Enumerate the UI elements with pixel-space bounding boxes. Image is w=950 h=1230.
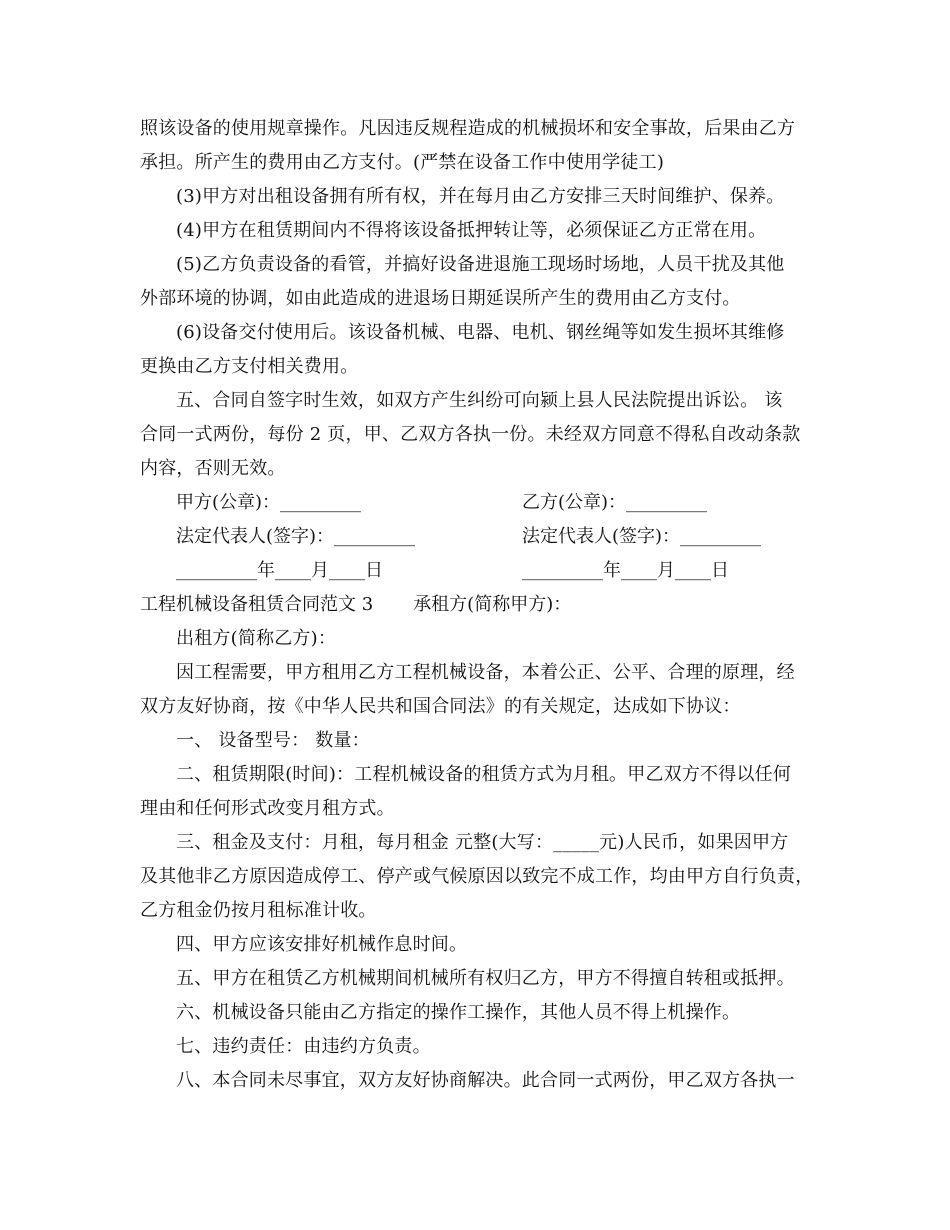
text-line: (4)甲方在租赁期间内不得将该设备抵押转让等，必须保证乙方正常在用。 <box>176 220 767 241</box>
text-line: 出租方(简称乙方)： <box>176 628 337 649</box>
signature-row <box>140 554 820 588</box>
party-b-signature-field: 法定代表人(签字)：_________ <box>522 526 762 547</box>
party-a-signature-field: 法定代表人(签字)：_________ <box>176 526 416 547</box>
section3-lessee-label: 承租方(简称甲方)： <box>413 594 572 615</box>
text-line: 一、 设备型号： 数量： <box>176 730 370 751</box>
text-line: 理由和任何形式改变月租方式。 <box>140 798 395 819</box>
text-line: 承担。所产生的费用由乙方支付。(严禁在设备工作中使用学徒工) <box>140 152 665 173</box>
text-line: (6)设备交付使用后。该设备机械、电器、电机、钢丝绳等如发生损坏其维修 <box>176 322 785 343</box>
text-line: 及其他非乙方原因造成停工、停产或气候原因以致完不成工作，均由甲方自行负责， <box>140 866 814 887</box>
text-line: 五、合同自签字时生效，如双方产生纠纷可向颍上县人民法院提出诉讼。 该 <box>176 390 783 411</box>
signature-row <box>140 486 820 520</box>
text-line: 八、本合同未尽事宜，双方友好协商解决。此合同一式两份，甲乙双方各执一 <box>176 1070 795 1091</box>
text-line: 更换由乙方支付相关费用。 <box>140 356 359 377</box>
text-line: (5)乙方负责设备的看管，并搞好设备进退施工现场时场地，人员干扰及其他 <box>176 254 785 275</box>
party-b-signature-field: 乙方(公章)：_________ <box>522 492 708 513</box>
text-line: 乙方租金仍按月租标准计收。 <box>140 900 377 921</box>
text-line: 七、违约责任：由违约方负责。 <box>176 1036 431 1057</box>
text-line: 因工程需要，甲方租用乙方工程机械设备，本着公正、公平、合理的原理，经 <box>176 662 795 683</box>
text-line: 照该设备的使用规章操作。凡因违反规程造成的机械损坏和安全事故，后果由乙方 <box>140 118 796 139</box>
party-b-signature-field: _________年____月____日 <box>522 560 729 581</box>
text-line: 四、甲方应该安排好机械作息时间。 <box>176 934 468 955</box>
text-line: 内容，否则无效。 <box>140 458 286 479</box>
text-line: 双方友好协商，按《中华人民共和国合同法》的有关规定，达成如下协议： <box>140 696 741 717</box>
party-a-signature-field: _________年____月____日 <box>176 560 383 581</box>
signature-row <box>140 520 820 554</box>
text-line: 外部环境的协调，如由此造成的进退场日期延误所产生的费用由乙方支付。 <box>140 288 741 309</box>
text-line: 五、甲方在租赁乙方机械期间机械所有权归乙方，甲方不得擅自转租或抵押。 <box>176 968 795 989</box>
section3-title: 工程机械设备租赁合同范文 3 <box>140 594 374 615</box>
signature-block <box>140 486 820 588</box>
text-line: 合同一式两份，每份 2 页，甲、乙双方各执一份。未经双方同意不得私自改动条款 <box>140 424 801 445</box>
party-a-signature-field: 甲方(公章)：_________ <box>176 492 362 513</box>
document-body <box>140 112 820 1098</box>
text-line: 六、机械设备只能由乙方指定的操作工操作，其他人员不得上机操作。 <box>176 1002 741 1023</box>
text-line: 二、租赁期限(时间)：工程机械设备的租赁方式为月租。甲乙双方不得以任何 <box>176 764 792 785</box>
contract-clauses-continued <box>140 112 820 486</box>
text-line: 三、租金及支付：月租，每月租金 元整(大写：_____元)人民币，如果因甲方 <box>176 832 789 853</box>
text-line: (3)甲方对出租设备拥有所有权，并在每月由乙方安排三天时间维护、保养。 <box>176 186 785 207</box>
contract3-clauses <box>140 622 820 1098</box>
section3-heading-row <box>140 588 820 622</box>
